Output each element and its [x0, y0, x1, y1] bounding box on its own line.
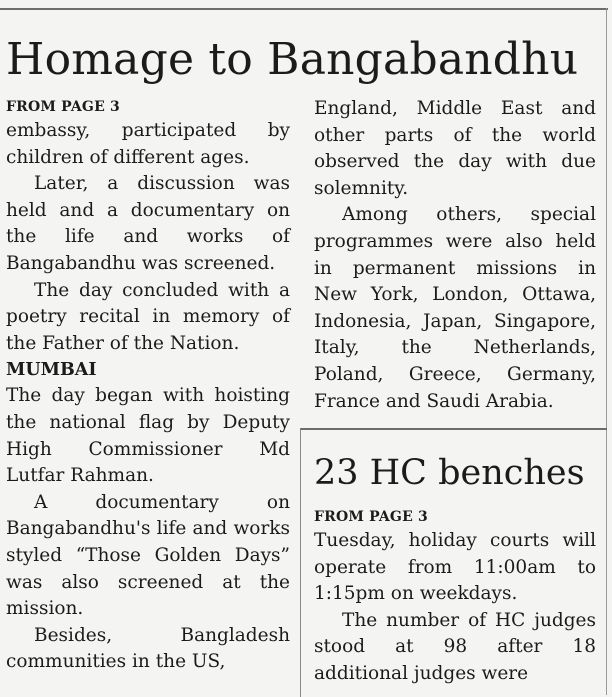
- box-body: [314, 506, 596, 688]
- paragraph: Tuesday, holiday courts will operate from 11:00am to 1:15pm on weekdays.: [314, 530, 596, 605]
- left-column: [6, 96, 290, 676]
- paragraph: The day concluded with a poetry recital in memory of the Father of the Nation.: [6, 279, 290, 354]
- paragraph: England, Middle East and other parts of the world observed the day with due solemnity.: [314, 98, 596, 199]
- paragraph: The day began with hoisting the national flag by Deputy High Commissioner Md Lutfar Rahman.: [6, 385, 290, 487]
- top-rule: [0, 8, 608, 10]
- paragraph: Besides, Bangladesh communities in the US,: [6, 624, 290, 673]
- paragraph: Among others, special programmes were also held in permanent missions in New York, London, Ottawa, Indonesia, Japan, Singapore, Italy, the Netherlands, Poland, Greece, Germany, France and Saudi Arabia.: [314, 204, 596, 412]
- paragraph: A documentary on Bangabandhu's life and works styled “Those Golden Days” was also screened at the mission.: [6, 491, 290, 620]
- headline: Homage to Bangabandhu: [6, 34, 579, 85]
- paragraph: Later, a discussion was held and a documentary on the life and works of Bangabandhu was screened.: [6, 173, 290, 274]
- kicker-left: FROM PAGE 3: [6, 99, 120, 115]
- paragraph: The number of HC judges stood at 98 after 18 additional judges were: [314, 609, 596, 684]
- right-column: [314, 96, 596, 415]
- subhead-mumbai: MUMBAI: [6, 360, 97, 381]
- paragraph: embassy, participated by children of different ages.: [6, 120, 290, 168]
- box-title: 23 HC benches: [314, 453, 585, 493]
- kicker-box: FROM PAGE 3: [314, 509, 428, 525]
- sidebar-story-box: [300, 428, 607, 697]
